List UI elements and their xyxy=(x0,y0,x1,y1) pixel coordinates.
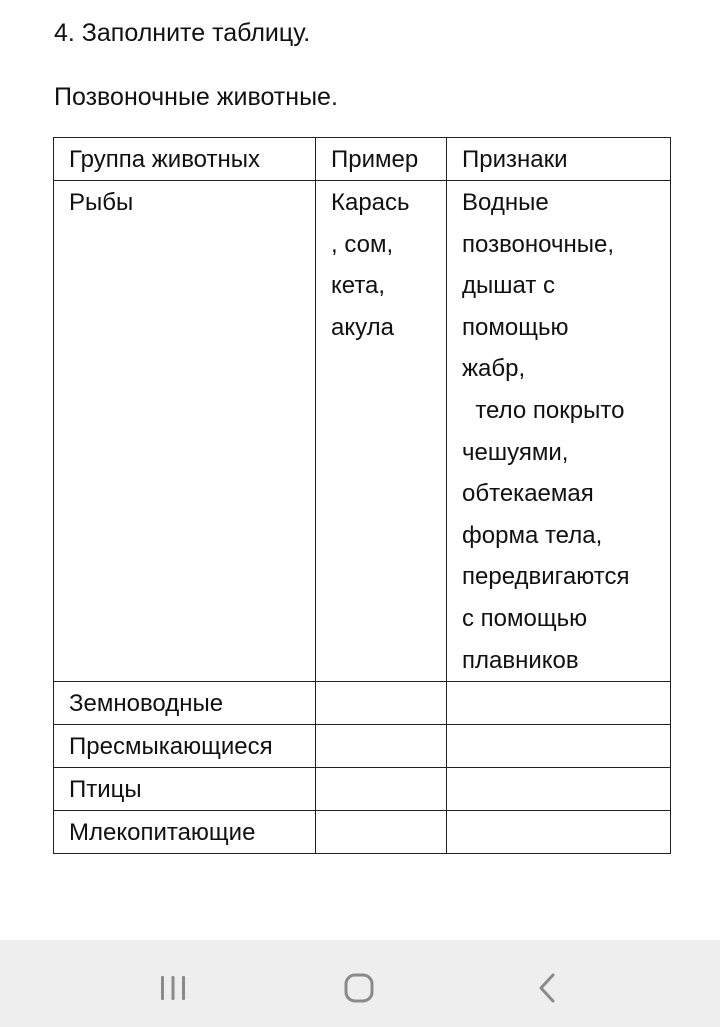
group-cell: Млекопитающие xyxy=(54,811,316,854)
features-line: помощью xyxy=(462,313,569,341)
back-button[interactable] xyxy=(517,958,577,1018)
features-cell xyxy=(447,682,671,725)
task-title: 4. Заполните таблицу. xyxy=(54,19,311,47)
table-row xyxy=(54,768,671,811)
features-cell xyxy=(447,181,671,682)
table-row xyxy=(54,682,671,725)
features-line: передвигаются xyxy=(462,563,630,591)
group-cell: Птицы xyxy=(54,768,316,811)
example-line: акула xyxy=(331,313,394,341)
features-line: чешуями, xyxy=(462,438,569,466)
features-line: позвоночные, xyxy=(462,230,615,258)
example-cell xyxy=(316,725,447,768)
back-icon xyxy=(517,958,577,1018)
group-cell: Земноводные xyxy=(54,682,316,725)
header-features: Признаки xyxy=(447,138,671,181)
features-line: тело покрыто xyxy=(462,396,625,424)
table-row xyxy=(54,725,671,768)
example-cell xyxy=(316,768,447,811)
navigation-bar xyxy=(0,940,720,1027)
table-header-row xyxy=(54,138,671,181)
features-line: жабр, xyxy=(462,355,526,383)
table-row xyxy=(54,181,671,682)
table-row xyxy=(54,811,671,854)
features-line: обтекаемая xyxy=(462,480,594,508)
recent-apps-button[interactable] xyxy=(143,958,203,1018)
table-subtitle: Позвоночные животные. xyxy=(54,83,338,111)
group-cell: Пресмыкающиеся xyxy=(54,725,316,768)
header-example: Пример xyxy=(316,138,447,181)
example-line: кета, xyxy=(331,272,386,300)
features-line: дышат с xyxy=(462,272,555,300)
group-cell: Рыбы xyxy=(54,181,316,682)
header-group: Группа животных xyxy=(54,138,316,181)
recent-apps-icon xyxy=(143,958,203,1018)
features-cell xyxy=(447,768,671,811)
example-cell xyxy=(316,811,447,854)
example-cell xyxy=(316,682,447,725)
home-button[interactable] xyxy=(329,958,389,1018)
example-cell xyxy=(316,181,447,682)
features-cell xyxy=(447,811,671,854)
features-line: форма тела, xyxy=(462,521,603,549)
features-line: с помощью xyxy=(462,604,588,632)
features-line: Водные xyxy=(462,189,549,216)
features-line: плавников xyxy=(462,646,579,674)
features-cell xyxy=(447,725,671,768)
example-line: , сом, xyxy=(331,230,394,258)
animals-table xyxy=(53,137,671,854)
home-icon xyxy=(329,958,389,1018)
example-line: Карась xyxy=(331,189,410,216)
